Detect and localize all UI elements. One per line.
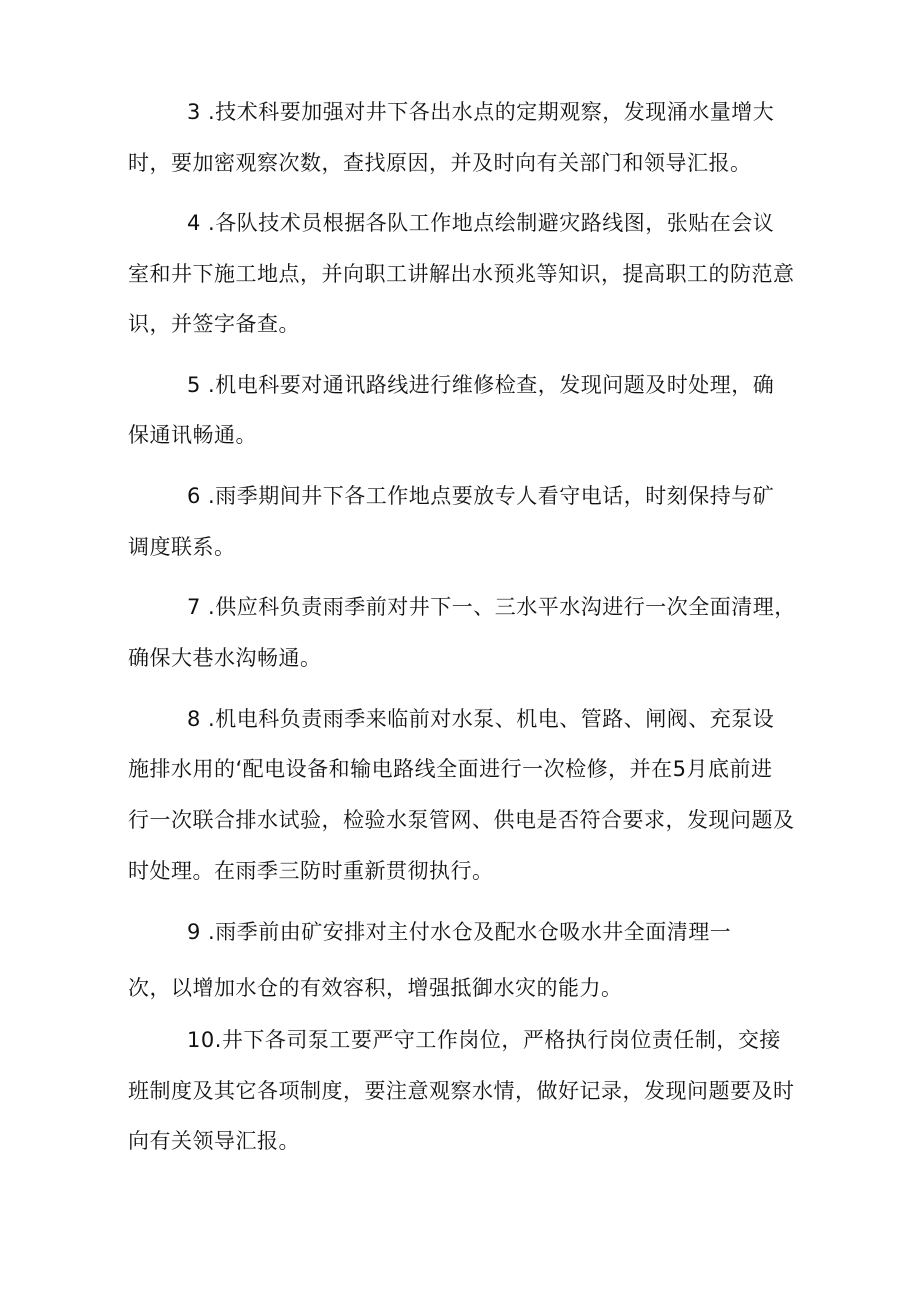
paragraph-6-line-1: 6 .雨季期间井下各工作地点要放专人看守电话，时刻保持与矿 [187, 484, 775, 508]
paragraph-10-line-3: 向有关领导汇报。 [128, 1129, 300, 1153]
paragraph-10-line-1: 10.井下各司泵工要严守工作岗位，严格执行岗位责任制，交接 [187, 1028, 781, 1052]
paragraph-8-line-1: 8 .机电科负责雨季来临前对水泵、机电、管路、闸阀、充泵设 [187, 707, 775, 731]
paragraph-6-line-2: 调度联系。 [128, 535, 236, 559]
paragraph-8-line-2: 施排水用的‘配电设备和输电路线全面进行一次检修，并在5月底前进 [128, 757, 773, 781]
paragraph-4-line-1: 4 .各队技术员根据各队工作地点绘制避灾路线图，张贴在会议 [187, 211, 775, 235]
paragraph-4-line-3: 识，并签字备查。 [128, 312, 300, 336]
paragraph-7-line-1: 7 .供应科负责雨季前对井下一、三水平水沟进行一次全面清理， [187, 595, 796, 619]
paragraph-5-line-2: 保通讯畅通。 [128, 423, 257, 447]
paragraph-7-line-2: 确保大巷水沟畅通。 [128, 646, 322, 670]
paragraph-3-line-2: 时，要加密观察次数，查找原因，并及时向有关部门和领导汇报。 [128, 151, 752, 175]
paragraph-3-line-1: 3 .技术科要加强对井下各出水点的定期观察，发现涌水量增大 [187, 100, 775, 124]
paragraph-10-line-2: 班制度及其它各项制度，要注意观察水情，做好记录，发现问题要及时 [128, 1079, 795, 1103]
paragraph-9-line-1: 9 .雨季前由矿安排对主付水仓及配水仓吸水井全面清理一 [187, 920, 732, 944]
paragraph-9-line-2: 次，以增加水仓的有效容积，增强抵御水灾的能力。 [128, 976, 623, 1000]
paragraph-4-line-2: 室和井下施工地点，并向职工讲解出水预兆等知识，提高职工的防范意 [128, 262, 795, 286]
paragraph-8-line-4: 时处理。在雨季三防时重新贯彻执行。 [128, 859, 494, 883]
paragraph-5-line-1: 5 .机电科要对通讯路线进行维修检查，发现问题及时处理，确 [187, 373, 775, 397]
paragraph-8-line-3: 行一次联合排水试验，检验水泵管网、供电是否符合要求，发现问题及 [128, 808, 795, 832]
